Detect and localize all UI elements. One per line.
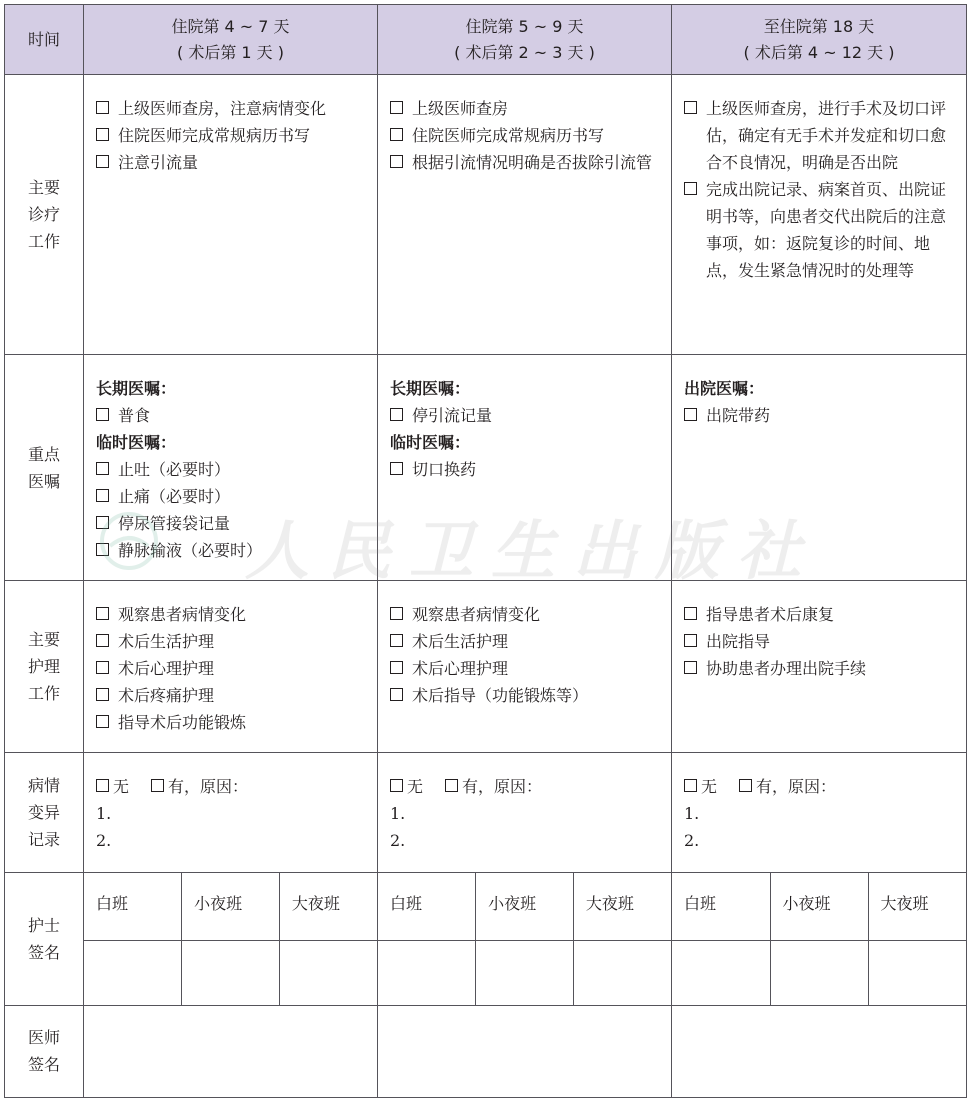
signature-field[interactable] <box>279 940 377 1005</box>
signature-field[interactable] <box>378 940 476 1005</box>
diagnosis-label <box>5 75 84 355</box>
discharge-orders-title: 出院医嘱： <box>684 379 765 398</box>
orders-col-2 <box>378 355 672 581</box>
item-text: 住院医师完成常规病历书写 <box>118 126 311 145</box>
item-text: 指导术后功能锻炼 <box>118 713 247 732</box>
item-text: 指导患者术后康复 <box>706 605 835 624</box>
label-line: 工作 <box>27 684 60 703</box>
checkbox[interactable] <box>96 688 109 701</box>
variance-col-1 <box>84 753 378 873</box>
checkbox[interactable] <box>96 543 109 556</box>
checklist-item <box>96 709 365 736</box>
item-text: 上级医师查房，进行手术及切口评估，确定有无手术并发症和切口愈合不良情况，明确是否出院 <box>706 99 947 172</box>
reason-line-2: 2. <box>390 831 406 850</box>
column-header-2-line2: ( 术后第 2 ~ 3 天 ) <box>454 42 595 62</box>
label-line: 医嘱 <box>27 471 60 491</box>
checklist-item <box>684 95 954 176</box>
checklist-item <box>390 601 659 628</box>
reason-line-1: 1. <box>390 804 406 823</box>
item-text: 术后疼痛护理 <box>118 686 215 705</box>
label-line: 医师 <box>27 1028 60 1047</box>
checkbox-yes[interactable] <box>151 779 164 792</box>
checklist-item <box>684 655 954 682</box>
nursing-row <box>5 581 967 753</box>
item-text: 根据引流情况明确是否拔除引流管 <box>412 153 653 172</box>
column-header-2-line1: 住院第 5 ~ 9 天 <box>465 16 584 36</box>
column-header-1-line1: 住院第 4 ~ 7 天 <box>171 16 290 36</box>
checkbox[interactable] <box>96 715 109 728</box>
shift-table <box>378 873 671 1005</box>
checklist-item <box>390 402 659 429</box>
yes-label: 有，原因： <box>168 777 249 796</box>
checkbox[interactable] <box>96 128 109 141</box>
label-line: 重点 <box>27 444 60 464</box>
checkbox[interactable] <box>96 101 109 114</box>
checklist-item <box>390 456 659 483</box>
variance-col-3 <box>672 753 967 873</box>
none-label: 无 <box>701 777 718 796</box>
item-text: 止痛（必要时） <box>118 487 231 506</box>
signature-field[interactable] <box>476 940 574 1005</box>
doctor-signature-row <box>5 1005 967 1097</box>
orders-col-1 <box>84 355 378 581</box>
checklist-item <box>390 122 659 149</box>
variance-label <box>5 753 84 873</box>
reason-line-1: 1. <box>96 804 112 823</box>
clinical-pathway-table <box>4 4 967 1098</box>
item-text: 观察患者病情变化 <box>118 605 247 624</box>
checklist-item <box>96 122 365 149</box>
checklist-item <box>390 682 659 709</box>
checklist-item <box>390 655 659 682</box>
nursing-col-1 <box>84 581 378 753</box>
time-header <box>5 5 84 75</box>
reason-line-2: 2. <box>96 831 112 850</box>
checkbox[interactable] <box>390 688 403 701</box>
column-header-1 <box>84 5 378 75</box>
checklist-item <box>390 628 659 655</box>
label-line: 护理 <box>27 657 60 676</box>
checklist-item <box>96 655 365 682</box>
item-text: 静脉输液（必要时） <box>118 541 263 560</box>
checkbox[interactable] <box>390 462 403 475</box>
checkbox-none[interactable] <box>96 779 109 792</box>
checklist-item <box>96 456 365 483</box>
signature-field[interactable] <box>573 940 671 1005</box>
long-term-orders-title: 长期医嘱： <box>390 379 471 398</box>
checkbox-none[interactable] <box>684 779 697 792</box>
checkbox[interactable] <box>390 128 403 141</box>
checklist-item <box>96 510 365 537</box>
checklist-item <box>96 682 365 709</box>
checklist-item <box>96 95 365 122</box>
label-line: 护士 <box>27 915 60 935</box>
checkbox[interactable] <box>390 661 403 674</box>
item-text: 普食 <box>118 406 151 425</box>
checkbox[interactable] <box>390 101 403 114</box>
item-text: 术后生活护理 <box>412 632 509 651</box>
checklist-item <box>96 483 365 510</box>
item-text: 术后指导（功能锻炼等） <box>412 686 589 705</box>
nurse-signature-col-1 <box>84 873 378 1006</box>
shift-evening: 小夜班 <box>476 873 574 940</box>
signature-field[interactable] <box>84 940 182 1005</box>
checkbox[interactable] <box>96 462 109 475</box>
checkbox[interactable] <box>390 408 403 421</box>
shift-table <box>84 873 377 1005</box>
reason-line-2: 2. <box>684 831 700 850</box>
checklist-item <box>684 176 954 284</box>
nurse-signature-row <box>5 873 967 1006</box>
shift-evening: 小夜班 <box>182 873 280 940</box>
shift-table <box>672 873 966 1005</box>
checkbox[interactable] <box>390 634 403 647</box>
checkbox[interactable] <box>684 634 697 647</box>
variance-choice <box>390 773 659 800</box>
nurse-signature-col-3 <box>672 873 967 1006</box>
orders-label <box>5 355 84 581</box>
variance-col-2 <box>378 753 672 873</box>
checklist-item <box>684 601 954 628</box>
item-text: 观察患者病情变化 <box>412 605 541 624</box>
label-line: 主要 <box>27 630 60 649</box>
checkbox-yes[interactable] <box>739 779 752 792</box>
nursing-col-2 <box>378 581 672 753</box>
none-label: 无 <box>113 777 130 796</box>
item-text: 出院带药 <box>706 406 771 425</box>
item-text: 注意引流量 <box>118 153 199 172</box>
nursing-label <box>5 581 84 753</box>
shift-night: 大夜班 <box>880 894 929 913</box>
column-header-3-line1: 至住院第 18 天 <box>763 16 875 36</box>
item-text: 术后心理护理 <box>412 659 509 678</box>
temporary-orders-title: 临时医嘱： <box>390 433 471 452</box>
checklist-item <box>684 402 954 429</box>
checkbox[interactable] <box>390 607 403 620</box>
diagnosis-row <box>5 75 967 355</box>
checkbox[interactable] <box>684 607 697 620</box>
item-text: 术后生活护理 <box>118 632 215 651</box>
doctor-signature-field-3[interactable] <box>672 1005 967 1097</box>
variance-row <box>5 753 967 873</box>
checkbox[interactable] <box>96 489 109 502</box>
shift-day: 白班 <box>84 873 182 940</box>
item-text: 停引流记量 <box>412 406 493 425</box>
orders-row <box>5 355 967 581</box>
time-label: 时间 <box>27 29 60 49</box>
diagnosis-col-2 <box>378 75 672 355</box>
item-text: 止吐（必要时） <box>118 460 231 479</box>
diagnosis-col-3 <box>672 75 967 355</box>
checkbox[interactable] <box>684 182 697 195</box>
nursing-col-3 <box>672 581 967 753</box>
shift-night: 大夜班 <box>585 894 634 913</box>
item-text: 上级医师查房 <box>412 99 509 118</box>
diagnosis-col-1 <box>84 75 378 355</box>
checkbox[interactable] <box>684 408 697 421</box>
shift-night: 大夜班 <box>291 894 340 913</box>
yes-label: 有，原因： <box>756 777 837 796</box>
item-text: 上级医师查房，注意病情变化 <box>118 99 327 118</box>
checkbox[interactable] <box>684 101 697 114</box>
signature-field[interactable] <box>672 940 770 1005</box>
doctor-signature-field-1[interactable] <box>84 1005 378 1097</box>
label-line: 病情 <box>27 776 60 795</box>
variance-choice <box>684 773 954 800</box>
label-line: 工作 <box>27 232 60 251</box>
checklist-item <box>96 402 365 429</box>
checkbox-none[interactable] <box>390 779 403 792</box>
none-label: 无 <box>407 777 424 796</box>
shift-day: 白班 <box>672 873 770 940</box>
label-line: 签名 <box>27 942 60 962</box>
checkbox[interactable] <box>96 408 109 421</box>
header-row <box>5 5 967 75</box>
column-header-2 <box>378 5 672 75</box>
checkbox[interactable] <box>390 155 403 168</box>
shift-evening: 小夜班 <box>770 873 868 940</box>
signature-field[interactable] <box>182 940 280 1005</box>
long-term-orders-title: 长期医嘱： <box>96 379 177 398</box>
label-line: 变异 <box>27 803 60 822</box>
item-text: 术后心理护理 <box>118 659 215 678</box>
checklist-item <box>684 628 954 655</box>
shift-day: 白班 <box>378 873 476 940</box>
checkbox[interactable] <box>684 661 697 674</box>
checklist-item <box>96 601 365 628</box>
item-text: 完成出院记录、病案首页、出院证明书等，向患者交代出院后的注意事项，如：返院复诊的时间、地点，发生紧急情况时的处理等 <box>706 180 947 280</box>
item-text: 住院医师完成常规病历书写 <box>412 126 605 145</box>
signature-field[interactable] <box>770 940 868 1005</box>
publisher-watermark: 人民卫生出版社 <box>245 514 819 589</box>
doctor-signature-field-2[interactable] <box>378 1005 672 1097</box>
label-line: 诊疗 <box>27 205 60 224</box>
checkbox[interactable] <box>96 634 109 647</box>
nurse-signature-label <box>5 873 84 1006</box>
label-line: 记录 <box>27 830 60 849</box>
checkbox[interactable] <box>96 661 109 674</box>
label-line: 主要 <box>27 178 60 197</box>
reason-line-1: 1. <box>684 804 700 823</box>
checklist-item <box>96 628 365 655</box>
item-text: 停尿管接袋记量 <box>118 514 231 533</box>
variance-choice <box>96 773 365 800</box>
checkbox-yes[interactable] <box>445 779 458 792</box>
column-header-1-line2: ( 术后第 1 天 ) <box>176 42 284 62</box>
checklist-item <box>390 149 659 176</box>
column-header-3 <box>672 5 967 75</box>
checkbox[interactable] <box>96 516 109 529</box>
item-text: 切口换药 <box>412 460 477 479</box>
item-text: 协助患者办理出院手续 <box>706 659 867 678</box>
label-line: 签名 <box>27 1055 60 1074</box>
checkbox[interactable] <box>96 607 109 620</box>
checklist-item <box>96 537 365 564</box>
checklist-item <box>96 149 365 176</box>
checkbox[interactable] <box>96 155 109 168</box>
doctor-signature-label <box>5 1005 84 1097</box>
column-header-3-line2: ( 术后第 4 ~ 12 天 ) <box>743 42 895 62</box>
orders-col-3 <box>672 355 967 581</box>
item-text: 出院指导 <box>706 632 771 651</box>
temporary-orders-title: 临时医嘱： <box>96 433 177 452</box>
nurse-signature-col-2 <box>378 873 672 1006</box>
checklist-item <box>390 95 659 122</box>
signature-field[interactable] <box>868 940 966 1005</box>
yes-label: 有，原因： <box>462 777 543 796</box>
